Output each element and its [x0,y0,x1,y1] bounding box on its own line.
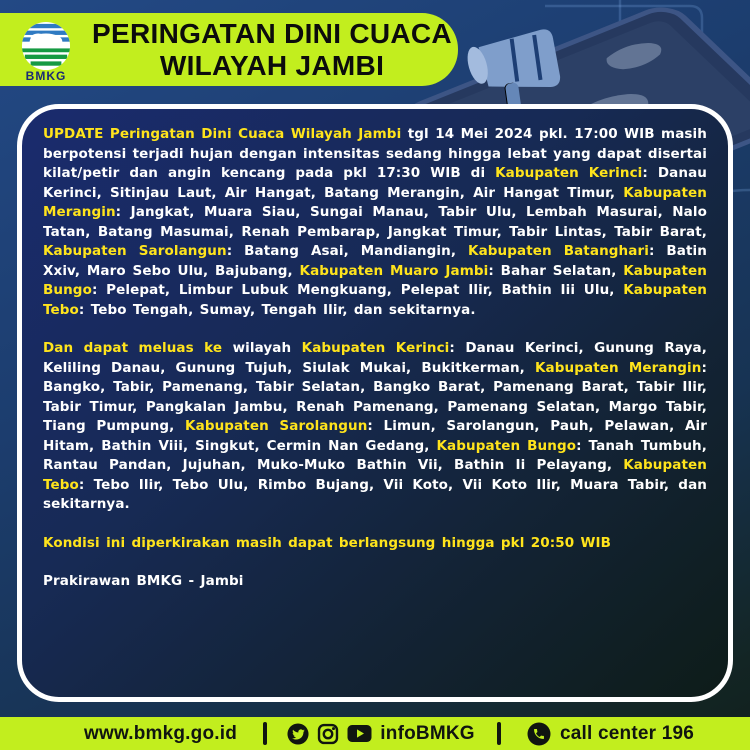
highlighted-text: Kabupaten Tebo [43,457,707,493]
youtube-icon [347,724,372,743]
phone-icon [527,722,551,746]
highlighted-text: Kabupaten Bungo [43,262,707,298]
warning-paragraph [43,339,707,515]
highlighted-text: Kabupaten Kerinci [301,340,450,356]
warning-paragraph [43,125,707,320]
call-center-label: call center 196 [560,722,694,744]
highlighted-text: Kabupaten Bungo [436,437,577,454]
poster-title-line1: PERINGATAN DINI CUACA [92,18,452,50]
poster-title [92,18,452,81]
bmkg-logo-label: BMKG [25,69,67,83]
highlighted-text: UPDATE Peringatan Dini Cuaca Wilayah Jambi [43,126,402,142]
social-handle: infoBMKG [380,722,475,744]
highlighted-text: Kabupaten Tebo [43,282,707,318]
body-text: : Tanah Tumbuh, Rantau Pandan, Jujuhan, Muko-Muko Bathin Vii, Bathin Ii Pelayang, [43,437,707,473]
highlighted-text: Kabupaten Merangin [534,359,702,376]
body-text: : Limun, Sarolangun, Pauh, Pelawan, Air Hitam, Bathin Viii, Singkut, Cermin Nan Gedang, [43,418,707,454]
bmkg-logo-icon [20,21,72,71]
body-text: : Tebo Ilir, Tebo Ulu, Rimbo Bujang, Vii Koto, Vii Koto Ilir, Muara Tabir, dan sekitarnya. [43,476,707,512]
body-text: : Batin Xxiv, Maro Sebo Ulu, Bajubang, [43,243,707,279]
social-media-group [263,722,500,745]
body-text: : Danau Kerinci, Gunung Raya, Keliling Danau, Gunung Tujuh, Siulak Mukai, Bukitkerman, [43,340,707,376]
footer-bar [0,717,750,750]
body-text: Prakirawan BMKG - Jambi [43,573,244,589]
instagram-icon [317,723,339,745]
body-text: : Tebo Tengah, Sumay, Tengah Ilir, dan sekitarnya. [78,301,476,318]
highlighted-text: Kabupaten Merangin [43,184,707,220]
body-text: : Danau Kerinci, Sitinjau Laut, Air Hangat, Batang Merangin, Air Hangat Timur, [43,165,707,201]
body-text: : Batang Asai, Mandiangin, [226,243,469,259]
body-text: : Bahar Selatan, [488,262,624,279]
twitter-icon [287,723,309,745]
body-text: : Bangko, Tabir, Pamenang, Tabir Selatan, Bangko Barat, Pamenang Barat, Tabir Ilir, Tabir Timur, Pangkalan Jambu, Renah Pamenang, Pamenang Selatan, Margo Tabir, Tiang Pumpung, [43,359,707,434]
highlighted-text: Kabupaten Muaro Jambi [299,262,489,279]
highlighted-text: Kabupaten Batanghari [468,243,649,259]
separator-bar [263,722,267,745]
warning-panel [17,104,733,702]
separator-bar [497,722,501,745]
poster-title-line2: WILAYAH JAMBI [159,49,385,81]
header-banner [0,13,458,86]
body-text: tgl 14 Mei 2024 pkl. 17:00 WIB masih berpotensi terjadi hujan dengan intensitas sedang hingga lebat yang dapat disertai kilat/petir dan angin kencang pada pkl 17:30 WIB di [43,126,707,181]
body-text: : Jangkat, Muara Siau, Sungai Manau, Tabir Ulu, Lembah Masurai, Nalo Tatan, Batang Masumai, Renah Pembarap, Jangkat Timur, Tabir Lintas, Tabir Barat, [43,204,707,240]
body-text: wilayah [222,340,302,356]
highlighted-text: Kabupaten Kerinci [495,165,643,181]
warning-text [43,125,707,592]
highlighted-text: Kabupaten Sarolangun [43,243,227,259]
highlighted-text: Kondisi ini diperkirakan masih dapat berlangsung hingga pkl 20:50 WIB [43,534,612,551]
warning-paragraph [43,572,707,592]
warning-paragraph [43,534,707,554]
highlighted-text: Kabupaten Sarolangun [185,418,368,434]
bmkg-logo [14,21,78,83]
call-center-group [527,722,694,746]
website-link: www.bmkg.go.id [84,722,238,744]
body-text: : Pelepat, Limbur Lubuk Mengkuang, Pelepat Ilir, Bathin Iii Ulu, [91,282,624,298]
highlighted-text: Dan dapat meluas ke [43,340,223,356]
